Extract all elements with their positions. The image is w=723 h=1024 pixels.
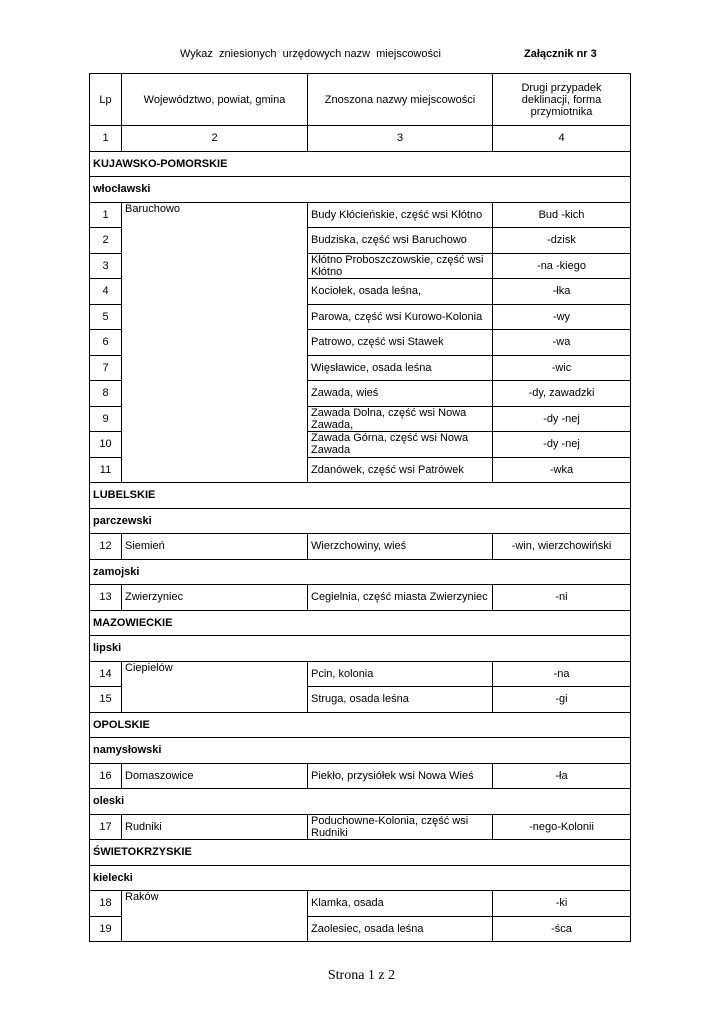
row-form: -dy -nej	[493, 406, 631, 432]
gmina-cell: Zwierzyniec	[122, 585, 308, 611]
table-row	[90, 534, 631, 560]
county-heading: kielecki	[90, 865, 631, 891]
place-names-table	[89, 73, 631, 942]
col-number: 1	[90, 126, 122, 152]
row-lp: 14	[90, 661, 122, 687]
page-number: Strona 1 z 2	[327, 968, 396, 983]
row-form: -śca	[493, 916, 631, 942]
table-header-row	[90, 74, 631, 126]
row-lp: 6	[90, 330, 122, 356]
row-lp: 8	[90, 381, 122, 407]
row-lp: 3	[90, 253, 122, 279]
row-lp: 5	[90, 304, 122, 330]
row-lp: 7	[90, 355, 122, 381]
col-header-name: Znoszona nazwy miejscowości	[308, 74, 493, 126]
row-name: Zaolesiec, osada leśna	[308, 916, 493, 942]
row-form: -na	[493, 661, 631, 687]
voivodeship-row	[90, 712, 631, 738]
col-number: 4	[493, 126, 631, 152]
voivodeship-row	[90, 840, 631, 866]
row-name: Wierzchowiny, wieś	[308, 534, 493, 560]
row-form: -ki	[493, 891, 631, 917]
county-row	[90, 636, 631, 662]
column-number-row	[90, 126, 631, 152]
voivodeship-heading: KUJAWSKO-POMORSKIE	[90, 151, 631, 177]
voivodeship-heading: MAZOWIECKIE	[90, 610, 631, 636]
row-form: -win, wierzchowiński	[493, 534, 631, 560]
col-number: 2	[122, 126, 308, 152]
row-form: -dy -nej	[493, 432, 631, 458]
row-name: Kłótno Proboszczowskie, część wsi Kłótno	[308, 253, 493, 279]
gmina-cell: Ciepielów	[122, 661, 308, 712]
row-form: -wa	[493, 330, 631, 356]
row-lp: 4	[90, 279, 122, 305]
row-name: Patrowo, część wsi Stawek	[308, 330, 493, 356]
document-title: Wykaz zniesionych urzędowych nazw miejscowości	[180, 48, 441, 60]
row-form: -wka	[493, 457, 631, 483]
row-form: -łka	[493, 279, 631, 305]
row-lp: 2	[90, 228, 122, 254]
table-row	[90, 661, 631, 687]
row-lp: 13	[90, 585, 122, 611]
row-name: Budy Kłócieńskie, część wsi Kłótno	[308, 202, 493, 228]
row-form: -na -kiego	[493, 253, 631, 279]
gmina-cell: Rudniki	[122, 814, 308, 840]
county-heading: włocławski	[90, 177, 631, 203]
row-lp: 12	[90, 534, 122, 560]
county-row	[90, 789, 631, 815]
gmina-cell: Domaszowice	[122, 763, 308, 789]
row-name: Pcin, kolonia	[308, 661, 493, 687]
row-name: Poduchowne-Kolonia, część wsi Rudniki	[308, 814, 493, 840]
col-header-declension: Drugi przypadek deklinacji, forma przymiotnika	[493, 74, 631, 126]
row-name: Więsławice, osada leśna	[308, 355, 493, 381]
row-name: Piekło, przysiółek wsi Nowa Wieś	[308, 763, 493, 789]
voivodeship-row	[90, 610, 631, 636]
row-name: Zdanówek, część wsi Patrówek	[308, 457, 493, 483]
row-lp: 19	[90, 916, 122, 942]
gmina-cell: Siemień	[122, 534, 308, 560]
row-name: Budziska, część wsi Baruchowo	[308, 228, 493, 254]
voivodeship-heading: ŚWIETOKRZYSKIE	[90, 840, 631, 866]
county-row	[90, 865, 631, 891]
voivodeship-heading: LUBELSKIE	[90, 483, 631, 509]
row-name: Kociołek, osada leśna,	[308, 279, 493, 305]
gmina-cell: Raków	[122, 891, 308, 942]
row-lp: 18	[90, 891, 122, 917]
row-name: Struga, osada leśna	[308, 687, 493, 713]
county-heading: lipski	[90, 636, 631, 662]
row-name: Cegielnia, część miasta Zwierzyniec	[308, 585, 493, 611]
gmina-cell: Baruchowo	[122, 202, 308, 483]
county-row	[90, 559, 631, 585]
table-row	[90, 585, 631, 611]
row-name: Parowa, część wsi Kurowo-Kolonia	[308, 304, 493, 330]
row-lp: 11	[90, 457, 122, 483]
row-lp: 17	[90, 814, 122, 840]
col-number: 3	[308, 126, 493, 152]
col-header-lp: Lp	[90, 74, 122, 126]
row-lp: 15	[90, 687, 122, 713]
row-form: -ła	[493, 763, 631, 789]
row-name: Zawada Dolna, część wsi Nowa Zawada,	[308, 406, 493, 432]
county-row	[90, 177, 631, 203]
row-form: -gi	[493, 687, 631, 713]
table-row	[90, 891, 631, 917]
row-form: -ni	[493, 585, 631, 611]
voivodeship-heading: OPOLSKIE	[90, 712, 631, 738]
row-form: -dy, zawadzki	[493, 381, 631, 407]
attachment-label: Załącznik nr 3	[524, 48, 597, 60]
county-heading: namysłowski	[90, 738, 631, 764]
table-row	[90, 202, 631, 228]
county-row	[90, 738, 631, 764]
county-heading: parczewski	[90, 508, 631, 534]
row-lp: 10	[90, 432, 122, 458]
row-lp: 9	[90, 406, 122, 432]
voivodeship-row	[90, 483, 631, 509]
row-form: -nego-Kolonii	[493, 814, 631, 840]
row-name: Zawada, wieś	[308, 381, 493, 407]
row-form: -wic	[493, 355, 631, 381]
table-row	[90, 814, 631, 840]
row-form: -dzisk	[493, 228, 631, 254]
row-name: Klamka, osada	[308, 891, 493, 917]
row-name: Zawada Górna, część wsi Nowa Zawada	[308, 432, 493, 458]
row-lp: 16	[90, 763, 122, 789]
county-heading: zamojski	[90, 559, 631, 585]
row-lp: 1	[90, 202, 122, 228]
county-heading: oleski	[90, 789, 631, 815]
row-form: -wy	[493, 304, 631, 330]
table-row	[90, 763, 631, 789]
row-form: Bud -kich	[493, 202, 631, 228]
voivodeship-row	[90, 151, 631, 177]
col-header-region: Województwo, powiat, gmina	[122, 74, 308, 126]
county-row	[90, 508, 631, 534]
